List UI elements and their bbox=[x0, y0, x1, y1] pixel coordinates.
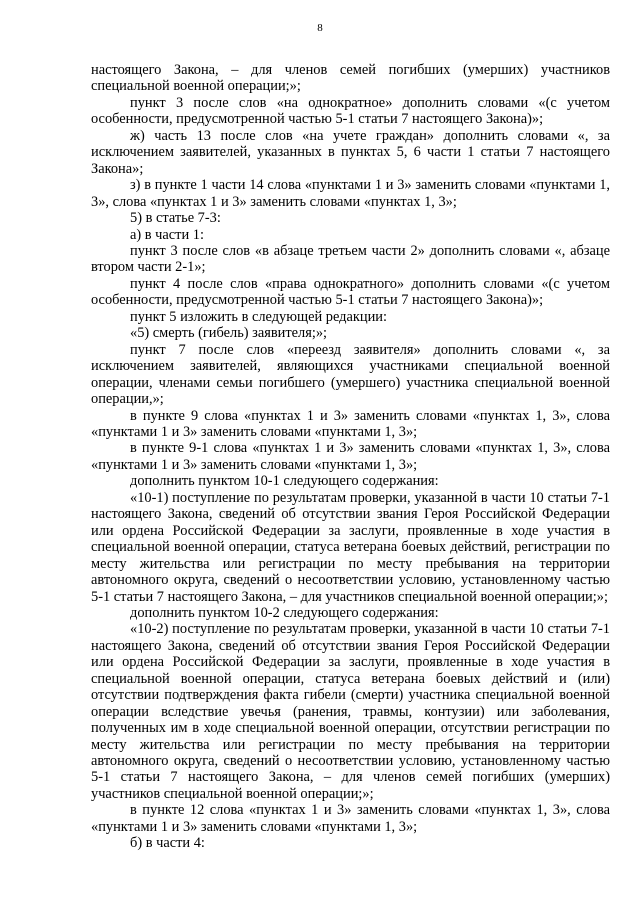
paragraph: пункт 3 после слов «в абзаце третьем части 2» дополнить словами «, абзаце втором части 2-1»; bbox=[91, 242, 610, 276]
paragraph: дополнить пунктом 10-2 следующего содержания: bbox=[130, 604, 439, 621]
paragraph: в пункте 9-1 слова «пунктах 1 и 3» заменить словами «пунктах 1, 3», слова «пунктами 1 и 3» заменить словами «пунктами 1, 3»; bbox=[91, 440, 610, 473]
paragraph: пункт 3 после слов «на однократное» дополнить словами «(с учетом особенности, предусмотренной частью 5-1 статьи 7 настоящего Закона)»; bbox=[91, 94, 610, 128]
paragraph: «10-2) поступление по результатам проверки, указанной в части 10 статьи 7-1 настоящего Закона, сведений об отсутствии звания Героя Российской Федерации или ордена Российской Федерации за заслуги, проявленные в ходе участия в специальной военной операции, статуса ветерана боевых действий и (или) отсутствии подтверждения факта гибели (смерти) участника специальной военной операции вследствие увечья (ранения, травмы, контузии) или заболевания, полученных им в ходе специальной военной операции, отсутствии регистрации по месту жительства или регистрации по месту пребывания на территории автономного округа, сведений о несоответствии условию, установленному частью 5-1 статьи 7 настоящего Закона, – для членов семей погибших (умерших) участников специальной военной операции;»; bbox=[91, 621, 610, 802]
paragraph: а) в части 1: bbox=[130, 226, 204, 243]
paragraph: в пункте 9 слова «пунктах 1 и 3» заменить словами «пунктах 1, 3», слова «пунктами 1 и 3» заменить словами «пунктами 1, 3»; bbox=[91, 407, 610, 440]
paragraph: пункт 4 после слов «права однократного» дополнить словами «(с учетом особенности, предусмотренной частью 5-1 статьи 7 настоящего Закона)»; bbox=[91, 275, 610, 309]
paragraph: «5) смерть (гибель) заявителя;»; bbox=[130, 325, 328, 342]
document-body bbox=[91, 62, 610, 852]
paragraph: з) в пункте 1 части 14 слова «пунктами 1 и 3» заменить словами «пунктами 1, 3», слова «пунктах 1 и 3» заменить словами «пунктах 1, 3»; bbox=[91, 177, 610, 210]
paragraph: пункт 7 после слов «переезд заявителя» дополнить словами «, за исключением заявителей, являющихся участниками специальной военной операции, членами семьи погибшего (умершего) участника специальной военной операции,»; bbox=[91, 341, 610, 408]
paragraph: «10-1) поступление по результатам проверки, указанной в части 10 статьи 7-1 настоящего Закона, сведений об отсутствии звания Героя Российской Федерации или ордена Российской Федерации за заслуги, проявленные в ходе участия в специальной военной операции, статуса ветерана боевых действий, регистрации по месту жительства или регистрации по месту пребывания на территории автономного округа, сведений о несоответствии условию, установленному частью 5-1 статьи 7 настоящего Закона, – для участников специальной военной операции;»; bbox=[91, 489, 610, 605]
paragraph: в пункте 12 слова «пунктах 1 и 3» заменить словами «пунктах 1, 3», слова «пунктами 1 и 3» заменить словами «пунктами 1, 3»; bbox=[91, 802, 610, 835]
paragraph: пункт 5 изложить в следующей редакции: bbox=[130, 308, 387, 325]
paragraph: 5) в статье 7-3: bbox=[130, 210, 221, 227]
paragraph: дополнить пунктом 10-1 следующего содержания: bbox=[130, 473, 439, 490]
paragraph: б) в части 4: bbox=[130, 835, 205, 852]
paragraph-continuation: настоящего Закона, – для членов семей погибших (умерших) участников специальной военной операции;»; bbox=[91, 62, 610, 95]
page-number: 8 bbox=[317, 22, 323, 34]
paragraph: ж) часть 13 после слов «на учете граждан» дополнить словами «, за исключением заявителей, указанных в пунктах 5, 6 части 1 статьи 7 настоящего Закона»; bbox=[91, 127, 610, 177]
